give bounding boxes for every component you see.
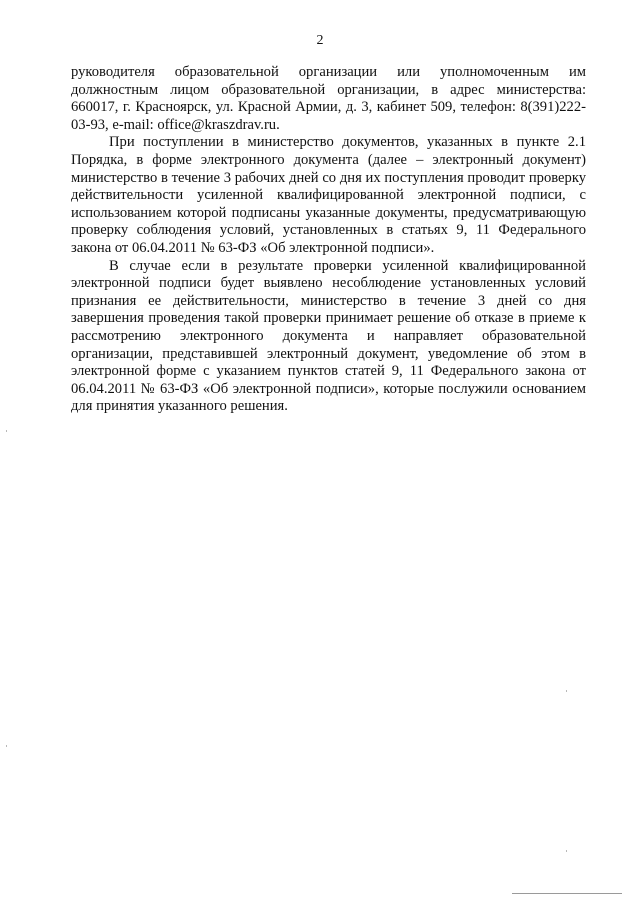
bottom-rule <box>512 893 622 894</box>
page-number: 2 <box>316 33 324 48</box>
paragraph-signature-check: При поступлении в министерство документов, указанных в пункте 2.1 Порядка, в форме электронного документа (далее – электронный документ) министерство в течение 3 рабочих дней со дня их поступления проводит проверку действительности усиленной квалифицированной электронной подписи, с использованием которой подписаны указанные документы, предусматривающую проверку соблюдения условий, установленных в статьях 9, 11 Федерального закона от 06.04.2011 № 63-ФЗ «Об электронной подписи». <box>71 134 586 256</box>
scan-mark <box>6 430 7 432</box>
scan-mark <box>566 850 567 852</box>
scan-mark <box>6 745 7 747</box>
paragraph-refusal-decision: В случае если в результате проверки усиленной квалифицированной электронной подписи будет выявлено несоблюдение установленных условий признания ее действительности, министерство в течение 3 дней со дня завершения проведения такой проверки принимает решение об отказе в приеме к рассмотрению электронного документа и направляет образовательной организации, представившей электронный документ, уведомление об этом в электронной форме с указанием пунктов статей 9, 11 Федерального закона от 06.04.2011 № 63-ФЗ «Об электронной подписи», которые послужили основанием для принятия указанного решения. <box>71 257 586 415</box>
paragraph-continuation: руководителя образовательной организации или уполномоченным им должностным лицом образовательной организации, в адрес министерства: 660017, г. Красноярск, ул. Красной Армии, д. 3, кабинет 509, телефон: 8(391)222-03-93, e-mail: office@kraszdrav.ru. <box>71 64 586 133</box>
document-body <box>71 64 586 416</box>
scan-mark <box>566 690 567 692</box>
